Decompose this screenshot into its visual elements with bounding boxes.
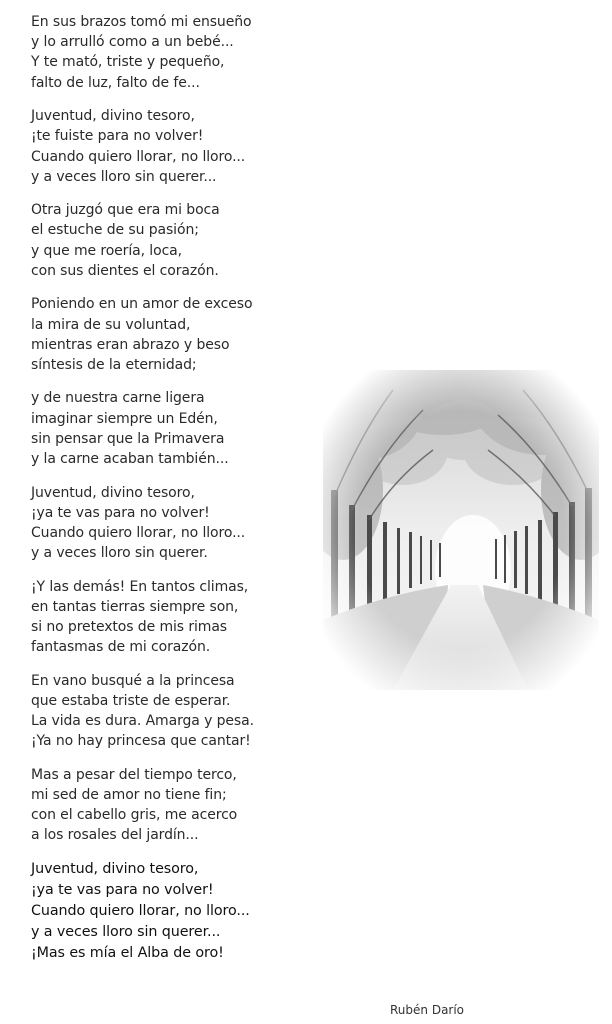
poem-line: y que me roería, loca,: [31, 242, 182, 259]
poem-line: ¡Ya no hay princesa que cantar!: [31, 733, 251, 750]
stanza: [31, 577, 311, 658]
poem: [31, 12, 311, 977]
poem-line: Cuando quiero llorar, no lloro...: [31, 148, 246, 165]
poem-line: ¡ya te vas para no volver!: [31, 504, 210, 521]
poem-line: En vano busqué a la princesa: [31, 672, 235, 689]
poem-line: Y te mató, triste y pequeño,: [31, 54, 225, 71]
poem-line: imaginar siempre un Edén,: [31, 410, 218, 427]
poem-line: La vida es dura. Amarga y pesa.: [31, 713, 254, 730]
poem-line: mientras eran abrazo y beso: [31, 336, 230, 353]
stanza: [31, 200, 311, 281]
poem-line: Otra juzgó que era mi boca: [31, 202, 220, 219]
poem-line: y a veces lloro sin querer...: [31, 168, 217, 185]
poem-line: fantasmas de mi corazón.: [31, 639, 211, 656]
stanza: [31, 483, 311, 564]
poem-line: Juventud, divino tesoro,: [31, 108, 195, 125]
poem-line: ¡Y las demás! En tantos climas,: [31, 578, 249, 595]
poem-line: sin pensar que la Primavera: [31, 430, 225, 447]
poem-line: falto de luz, falto de fe...: [31, 74, 200, 91]
stanza: [31, 671, 311, 752]
poem-line: ¡ya te vas para no volver!: [31, 881, 214, 898]
poem-line: síntesis de la eternidad;: [31, 356, 197, 373]
poem-line: en tantas tierras siempre son,: [31, 598, 239, 615]
poem-line: con el cabello gris, me acerco: [31, 807, 238, 824]
poem-line: si no pretextos de mis rimas: [31, 619, 227, 636]
poem-line: y a veces lloro sin querer.: [31, 545, 208, 562]
tree-lined-path-illustration: [323, 370, 599, 690]
stanza: [31, 294, 311, 375]
poem-line: y lo arrulló como a un bebé...: [31, 34, 234, 51]
stanza: [31, 765, 311, 846]
poem-line: Juventud, divino tesoro,: [31, 484, 195, 501]
poem-line: ¡te fuiste para no volver!: [31, 128, 204, 145]
poem-line: el estuche de su pasión;: [31, 222, 199, 239]
poem-line: Poniendo en un amor de exceso: [31, 296, 253, 313]
poem-line: Juventud, divino tesoro,: [31, 860, 199, 877]
poem-line: Mas a pesar del tiempo terco,: [31, 766, 237, 783]
poem-line: a los rosales del jardín...: [31, 827, 199, 844]
poem-line: Cuando quiero llorar, no lloro...: [31, 524, 246, 541]
poem-line: Cuando quiero llorar, no lloro...: [31, 902, 250, 919]
poem-line: con sus dientes el corazón.: [31, 262, 219, 279]
poem-line: la mira de su voluntad,: [31, 316, 191, 333]
poem-line: ¡Mas es mía el Alba de oro!: [31, 944, 224, 961]
author-name: Rubén Darío: [390, 1003, 465, 1017]
poem-line: que estaba triste de esperar.: [31, 692, 231, 709]
stanza: [31, 859, 311, 964]
poem-line: En sus brazos tomó mi ensueño: [31, 14, 252, 30]
poem-line: y la carne acaban también...: [31, 451, 229, 468]
poem-line: mi sed de amor no tiene fin;: [31, 787, 227, 804]
stanza: [31, 12, 311, 93]
poem-line: y de nuestra carne ligera: [31, 390, 205, 407]
poem-line: y a veces lloro sin querer...: [31, 923, 221, 940]
stanza: [31, 106, 311, 187]
stanza: [31, 388, 311, 469]
